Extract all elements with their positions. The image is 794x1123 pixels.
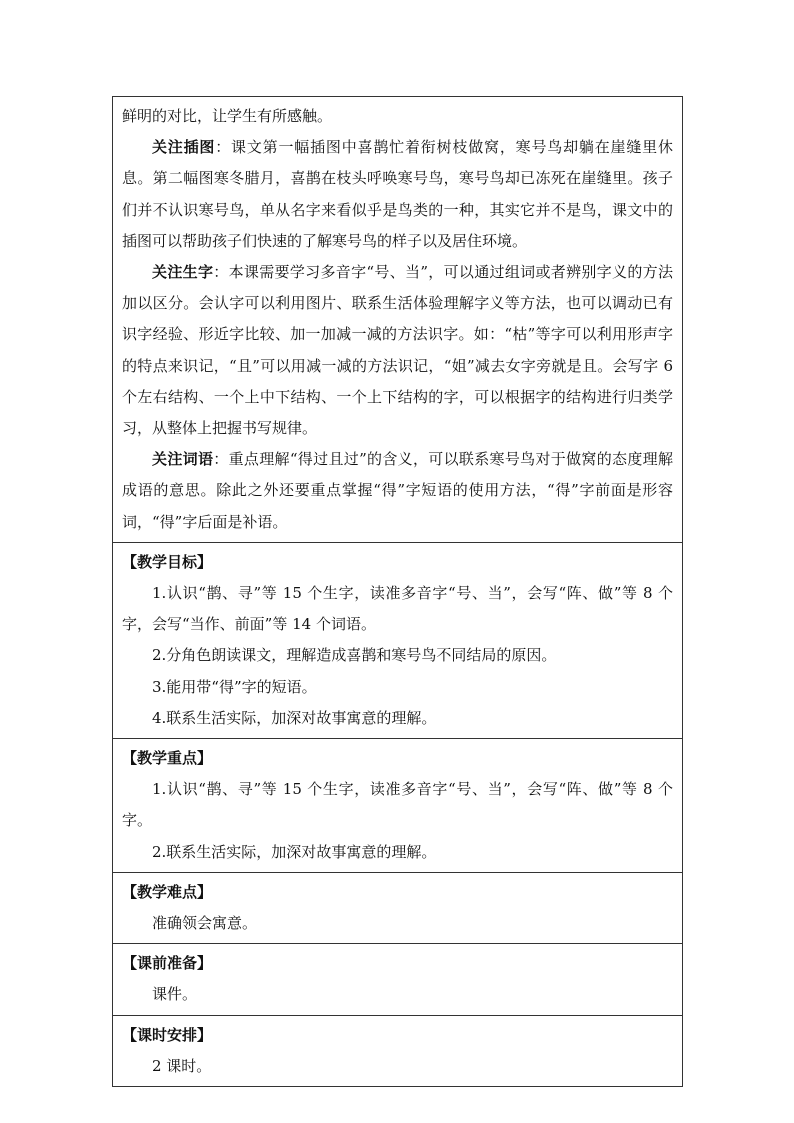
goal-item: 1.认识“鹊、寻”等 15 个生字，读准多音字“号、当”，会写“阵、做”等 8 个字，会写“当作、前面”等 14 个词语。 xyxy=(122,584,673,634)
illustration-label: 关注插图 xyxy=(152,138,216,157)
teaching-goals-cell xyxy=(113,543,682,739)
key-point-item: 1.认识“鹊、寻”等 15 个生字，读准多音字“号、当”，会写“阵、做”等 8 个字。 xyxy=(122,780,673,830)
key-points-header: 【教学重点】 xyxy=(122,749,213,768)
schedule-cell xyxy=(113,1016,682,1086)
vocabulary-text: ：重点理解“得过且过”的含义，可以联系寒号鸟对于做窝的态度理解成语的意思。除此之外还要重点掌握“得”字短语的使用方法，“得”字前面是形容词，“得”字后面是补语。 xyxy=(122,450,673,531)
goal-item: 2.分角色朗读课文，理解造成喜鹊和寒号鸟不同结局的原因。 xyxy=(152,646,557,665)
characters-label: 关注生字 xyxy=(152,263,214,282)
preparation-header: 【课前准备】 xyxy=(122,954,213,973)
preparation-text: 课件。 xyxy=(152,985,198,1004)
vocabulary-label: 关注词语 xyxy=(152,450,214,469)
key-points-cell xyxy=(113,739,682,873)
schedule-header: 【课时安排】 xyxy=(122,1025,213,1044)
difficulties-text: 准确领会寓意。 xyxy=(152,914,258,933)
vocabulary-paragraph xyxy=(122,444,673,538)
difficulties-cell xyxy=(113,873,682,944)
characters-text: ：本课需要学习多音字“号、当”，可以通过组词或者辨别字义的方法加以区分。会认字可以利用图片、联系生活体验理解字义等方法，也可以调动已有识字经验、形近字比较、加一加减一减的方法识字。如：“枯”等字可以利用形声字的特点来识记，“且”可以用减一减的方法识记，“姐”减去女字旁就是且。会写字 6 个左右结构、一个上中下结构、一个上下结构的字，可以根据字的结构进行归类学习，从整体上把握书写规律。 xyxy=(122,263,673,438)
analysis-cell xyxy=(113,97,682,543)
goal-item: 3.能用带“得”字的短语。 xyxy=(152,677,317,696)
characters-paragraph xyxy=(122,257,673,444)
illustration-text: ：课文第一幅插图中喜鹊忙着衔树枝做窝，寒号鸟却躺在崖缝里休息。第二幅图寒冬腊月，喜鹊在枝头呼唤寒号鸟，寒号鸟却已冻死在崖缝里。孩子们并不认识寒号鸟，单从名字来看似乎是鸟类的一种，其实它并不是鸟，课文中的插图可以帮助孩子们快速的了解寒号鸟的样子以及居住环境。 xyxy=(122,138,673,250)
continuation-text: 鲜明的对比，让学生有所感触。 xyxy=(122,107,333,125)
preparation-cell xyxy=(113,944,682,1015)
schedule-text: 2 课时。 xyxy=(152,1056,212,1075)
illustration-paragraph xyxy=(122,132,673,257)
lesson-plan-table xyxy=(112,96,683,1087)
goal-item: 4.联系生活实际，加深对故事寓意的理解。 xyxy=(152,708,437,727)
difficulties-header: 【教学难点】 xyxy=(122,882,213,901)
key-point-item: 2.联系生活实际，加深对故事寓意的理解。 xyxy=(152,842,437,861)
teaching-goals-header: 【教学目标】 xyxy=(122,552,213,571)
